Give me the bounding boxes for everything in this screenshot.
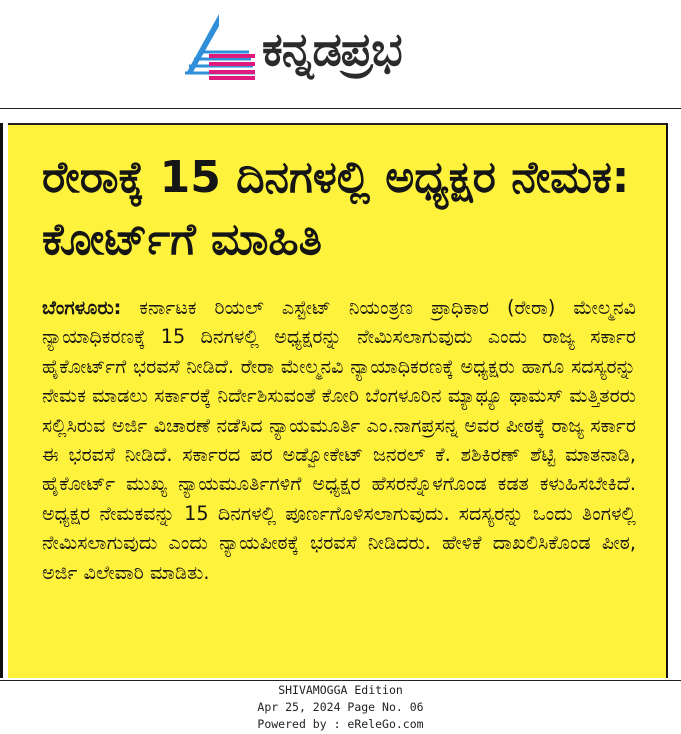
edition-label: SHIVAMOGGA Edition: [278, 683, 403, 697]
masthead-divider: [0, 108, 681, 109]
masthead: [0, 0, 681, 108]
article-body: [42, 293, 636, 587]
article-body-text: ಕರ್ನಾಟಕ ರಿಯಲ್ ಎಸ್ಟೇಟ್ ನಿಯಂತ್ರಣ ಪ್ರಾಧಿಕಾರ (ರೇರಾ) ಮೇಲ್ಮನವಿ ನ್ಯಾಯಾಧಿಕರಣಕ್ಕೆ 15 ದಿನಗಳಲ್ಲಿ ಅಧ್ಯಕ್ಷರನ್ನು ನೇಮಿಸಲಾಗುವುದು ಎಂದು ರಾಜ್ಯ ಸರ್ಕಾರ ಹೈಕೋರ್ಟ್‌ಗೆ ಭರವಸೆ ನೀಡಿದೆ. ರೇರಾ ಮೇಲ್ಮನವಿ ನ್ಯಾಯಾಧಿಕರಣಕ್ಕೆ ಅಧ್ಯಕ್ಷರು ಹಾಗೂ ಸದಸ್ಯರನ್ನು ನೇಮಕ ಮಾಡಲು ಸರ್ಕಾರಕ್ಕೆ ನಿರ್ದೇಶಿಸುವಂತೆ ಕೋರಿ ಬೆಂಗಳೂರಿನ ಮ್ಯಾಥ್ಯೂ ಥಾಮಸ್ ಮತ್ತಿತರರು ಸಲ್ಲಿಸಿರುವ ಅರ್ಜಿ ವಿಚಾರಣೆ ನಡೆಸಿದ ನ್ಯಾಯಮೂರ್ತಿ ಎಂ.ನಾಗಪ್ರಸನ್ನ ಅವರ ಪೀಠಕ್ಕೆ ರಾಜ್ಯ ಸರ್ಕಾರ ಈ ಭರವಸೆ ನೀಡಿದೆ. ಸರ್ಕಾರದ ಪರ ಅಡ್ವೋಕೇಟ್ ಜನರಲ್ ಕೆ. ಶಶಿಕಿರಣ್ ಶೆಟ್ಟಿ ಮಾತನಾಡಿ, ಹೈಕೋರ್ಟ್ ಮುಖ್ಯ ನ್ಯಾಯಮೂರ್ತಿಗಳಿಗೆ ಅಧ್ಯಕ್ಷರ ಹೆಸರನ್ನೊಳಗೊಂಡ ಕಡತ ಕಳುಹಿಸಬೇಕಿದೆ. ಅಧ್ಯಕ್ಷರ ನೇಮಕವನ್ನು 15 ದಿನಗಳಲ್ಲಿ ಪೂರ್ಣಗೊಳಿಸಲಾಗುವುದು. ಸದಸ್ಯರನ್ನು ಒಂದು ತಿಂಗಳಲ್ಲಿ ನೇಮಿಸಲಾಗುವುದು ಎಂದು ನ್ಯಾಯಪೀಠಕ್ಕೆ ಭರವಸೆ ನೀಡಿದರು. ಹೇಳಿಕೆ ದಾಖಲಿಸಿಕೊಂಡ ಪೀಠ, ಅರ್ಜಿ ವಿಲೇವಾರಿ ಮಾಡಿತು.: [42, 296, 636, 584]
news-clipping: [8, 123, 666, 678]
powered-by-label: Powered by : eReleGo.com: [257, 717, 424, 731]
masthead-title: ಕನ್ನಡಪ್ರಭ: [262, 22, 402, 76]
clip-left-border: [0, 123, 3, 678]
kannadaprabha-logo-icon: [179, 12, 257, 80]
article-dateline: ಬೆಂಗಳೂರು:: [42, 296, 122, 319]
clip-right-border: [666, 123, 668, 678]
page-footer: [0, 682, 681, 733]
date-page-label: Apr 25, 2024 Page No. 06: [257, 700, 424, 714]
article-headline: ರೇರಾಕ್ಕೆ 15 ದಿನಗಳಲ್ಲಿ ಅಧ್ಯಕ್ಷರ ನೇಮಕ: ಕೋರ್ಟ್‌ಗೆ ಮಾಹಿತಿ: [42, 152, 630, 265]
footer-divider: [0, 680, 681, 681]
